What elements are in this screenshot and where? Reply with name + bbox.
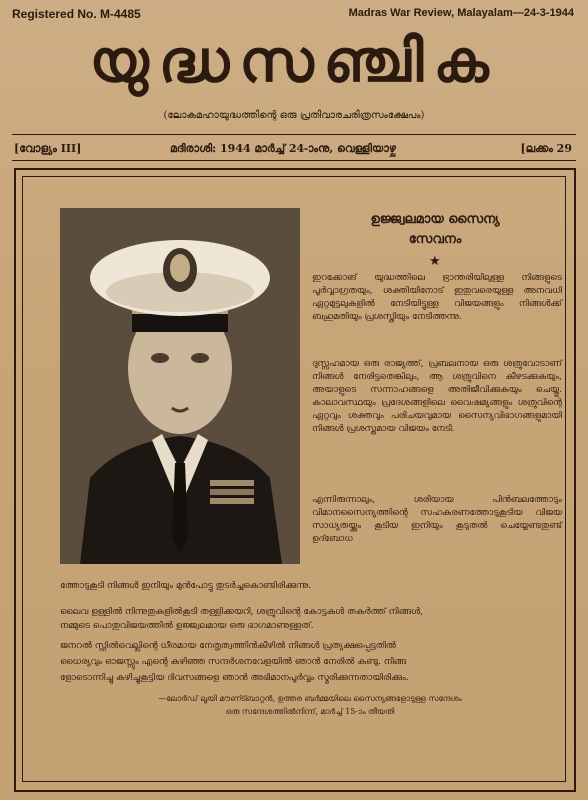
masthead-tagline: (ലോകമഹായുദ്ധത്തിന്റെ ഒരു പ്രതിവാരചരിത്രസംക്ഷേപം) (163, 110, 425, 121)
article-line-5: ധൈര്യവും ഓജസ്സും എന്റെ കഴിഞ്ഞ സന്ദർശനവേളയിൽ ഞാൻ നേരിൽ കണ്ടു. നിങ്ങ (60, 657, 407, 667)
signature-line-1: —ലോർഡ് ലൂയി മൗണ്ട്ബാറ്റൻ, ഉത്തര ബർമ്മയിലെ സൈന്യങ്ങളോടുള്ള സന്ദേശം (158, 694, 462, 703)
issue-number: [ലക്കം 29 (520, 142, 572, 155)
masthead-title: യുദ്ധസഞ്ചിക (89, 27, 499, 95)
article-paragraph-3: എന്നിരുന്നാലും, ശരിയായ പിൻബലത്തോടും വിമാനസൈന്യത്തിന്റെ സഹകരണത്തോടുകൂടിയ വിജയ സാധ്യതയ്ക്കും കൂടിയ ഇനിയും കൂടുതൽ ചെയ്യേണ്ടതുണ്ട് ഉദ്ബോധ (312, 495, 562, 544)
header-rule-bottom (12, 160, 576, 161)
header-rule-top (12, 134, 576, 135)
issue-date: മദിരാശി: 1944 മാർച്ച് 24-ാംനു, വെള്ളിയാഴ്ച (170, 142, 396, 155)
article-line-1: ത്തോടുകൂടി നിങ്ങൾ ഇനിയും മുൻപോട്ടു തുടർച്ചകൊണ്ടിരിക്കുന്നു. (60, 581, 312, 591)
article-line-4: ജനറൽ സ്റ്റിൽവെല്ലിന്റെ ധീരമായ നേതൃത്വത്തിൻകീഴിൽ നിങ്ങൾ പ്രത്യക്ഷപ്പെട്ടതിൽ (60, 641, 396, 651)
article-title-line1: ഉജ്ജ്വലമായ സൈന്യ (370, 212, 500, 227)
officer-portrait-illustration (60, 208, 300, 564)
volume-label: [വോള്യം III] (14, 142, 82, 155)
article-line-6: ളോടൊന്നിച്ചു കഴിച്ചുകൂട്ടിയ ദിവസങ്ങളെ ഞാൻ അഭിമാനപൂർവ്വം സ്മരിക്കുന്നതായിരിക്കും. (60, 673, 409, 683)
portrait-photo (60, 208, 300, 564)
article-line-2: ലൈവ ഉള്ളിൽ നിന്നുതുകളിൽകൂടി തള്ളിക്കയറി, ശത്രുവിന്റെ കോട്ടകൾ തകർത്ത് നിങ്ങൾ, (60, 607, 424, 617)
registration-number: Registered No. M-4485 (12, 7, 141, 21)
star-ornament: ★ (429, 254, 441, 269)
article-paragraph-2: ദുസ്സഹമായ ഒരു രാജ്യത്ത്, പ്രബലനായ ഒരു ശത്രുവോടാണ് നിങ്ങൾ നേരിട്ടതെങ്കിലും, ആ ശത്രുവിനെ കീഴടക്കുകയും, അയാളുടെ സന്നാഹങ്ങളെ അതിജീവിക്കുകയും ചെയ്തു. കാലാവസ്ഥയും പ്രദേശങ്ങളിലെ വൈഷമ്യങ്ങളും ശത്രുവിന്റെ ഏറ്റവും ശക്തവും പരിചയവുമായ സൈന്യവിഭാഗങ്ങളുമായി നിങ്ങൾ പ്രശസ്തമായ വിജയം നേടി. (312, 359, 562, 434)
review-dateline: Madras War Review, Malayalam—24-3-1944 (348, 7, 574, 19)
article-line-3: നമ്മുടെ പൊതുവിജയത്തിൽ ഉജ്ജ്വലമായ ഒരു ഭാഗമാണുള്ളത്. (60, 621, 314, 631)
article-paragraph-1: ഇറക്കോങ് യുദ്ധത്തിലെ ഭ്രാന്തരിയിലുള്ള നിങ്ങളുടെ പൂർവ്വാഗ്രതയും, ശക്തിയിനോട് ഇതുവരെയുള്ള അനവധി ഏറ്റമുട്ടലുകളിൽ നേടിയിട്ടുള്ള വിജയങ്ങളും നിങ്ങൾക്ക് ബഹുമതിയും പ്രശസ്തിയും നേടിത്തന്നു. (312, 273, 562, 322)
signature-line-2: ഒരു സന്ദേശത്തിൽനിന്ന്, മാർച്ച് 15-ാം തീയതി (225, 707, 395, 716)
article-title-line2: സേവനം (408, 232, 462, 247)
